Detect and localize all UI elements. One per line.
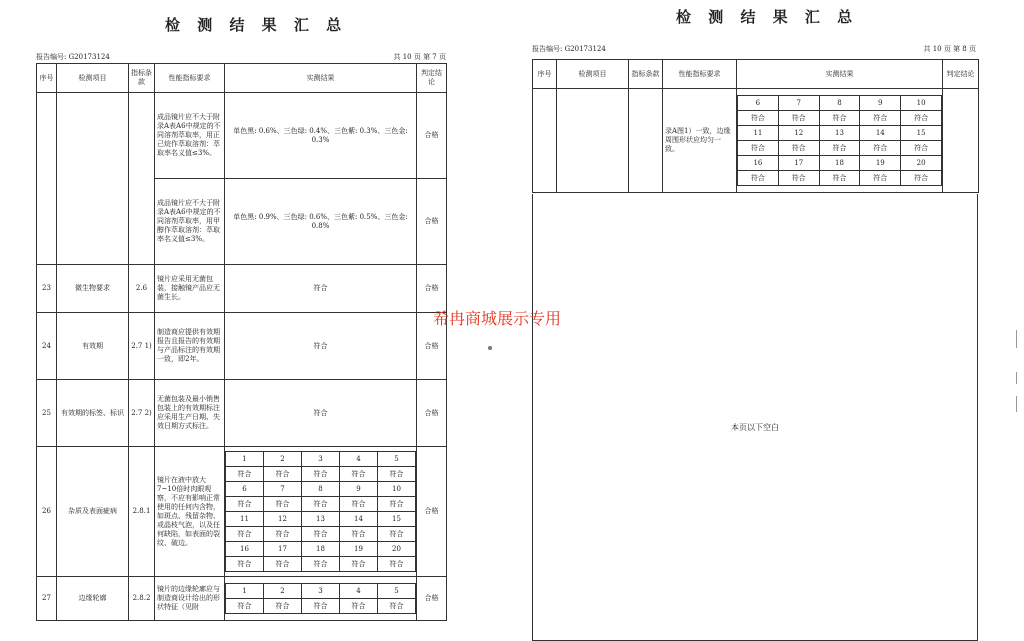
page-title: 检 测 结 果 汇 总 (165, 16, 348, 34)
grid-cell: 17 (264, 542, 302, 557)
grid-cell: 1 (226, 584, 264, 599)
grid-cell: 1 (226, 452, 264, 467)
grid-cell: 符合 (340, 557, 378, 572)
grid-cell: 11 (226, 512, 264, 527)
header-cell: 实测结果 (737, 60, 943, 89)
no-cell: 23 (37, 265, 57, 313)
report-header-line (36, 52, 446, 62)
header-cell: 检测项目 (557, 60, 629, 89)
result-grid (737, 95, 942, 186)
grid-cell: 符合 (738, 111, 779, 126)
header-cell: 序号 (37, 64, 57, 93)
grid-cell: 6 (226, 482, 264, 497)
grid-cell: 13 (819, 126, 860, 141)
no-cell (37, 93, 57, 265)
no-cell: 26 (37, 447, 57, 577)
verdict-cell: 合格 (417, 179, 447, 265)
clause-cell: 2.8.2 (129, 577, 155, 621)
item-cell: 有效期的标签、标识 (57, 380, 129, 447)
grid-cell: 9 (860, 96, 901, 111)
grid-cell: 符合 (264, 557, 302, 572)
grid-cell: 15 (901, 126, 942, 141)
grid-cell: 14 (860, 126, 901, 141)
grid-row (226, 557, 416, 572)
grid-cell: 符合 (738, 171, 779, 186)
grid-cell: 4 (340, 584, 378, 599)
grid-row (226, 467, 416, 482)
grid-cell: 符合 (302, 527, 340, 542)
grid-cell: 符合 (340, 527, 378, 542)
result-grid (225, 583, 416, 614)
clause-cell (629, 89, 663, 193)
grid-cell: 符合 (226, 599, 264, 614)
grid-cell: 12 (264, 512, 302, 527)
grid-row (226, 527, 416, 542)
table-row (533, 89, 979, 193)
requirement-cell: 成品镜片应不大于附录A表A6中规定的不同溶剂萃取率，用正己烷作萃取溶剂：萃取率名义值≤3%。 (155, 93, 225, 179)
grid-cell: 符合 (778, 171, 819, 186)
table-row (37, 380, 447, 447)
grid-row (738, 141, 942, 156)
no-cell: 27 (37, 577, 57, 621)
table-row (37, 93, 447, 179)
no-cell: 25 (37, 380, 57, 447)
grid-cell: 19 (340, 542, 378, 557)
grid-row (226, 497, 416, 512)
edge-mark (1016, 372, 1017, 384)
clause-cell: 2.8.1 (129, 447, 155, 577)
grid-cell: 4 (340, 452, 378, 467)
report-page-7 (0, 0, 470, 640)
grid-cell: 符合 (901, 111, 942, 126)
header-cell: 实测结果 (225, 64, 417, 93)
grid-cell: 3 (302, 584, 340, 599)
page-title: 检 测 结 果 汇 总 (676, 8, 859, 26)
grid-row (738, 126, 942, 141)
grid-cell: 14 (340, 512, 378, 527)
grid-cell: 符合 (901, 141, 942, 156)
grid-cell: 符合 (302, 557, 340, 572)
grid-cell: 符合 (860, 141, 901, 156)
verdict-cell: 合格 (417, 93, 447, 179)
result-grid (225, 451, 416, 572)
grid-row (738, 171, 942, 186)
clause-cell (129, 93, 155, 265)
grid-cell: 10 (901, 96, 942, 111)
grid-cell: 12 (778, 126, 819, 141)
grid-cell: 3 (302, 452, 340, 467)
grid-cell: 符合 (819, 171, 860, 186)
grid-cell: 符合 (378, 599, 416, 614)
grid-cell: 5 (378, 452, 416, 467)
report-header-line (532, 44, 976, 54)
edge-mark (1016, 330, 1017, 348)
header-cell: 判定结论 (417, 64, 447, 93)
clause-cell: 2.7 1) (129, 313, 155, 380)
result-cell: 符合 (225, 265, 417, 313)
grid-cell: 符合 (226, 557, 264, 572)
no-cell: 24 (37, 313, 57, 380)
grid-row (738, 111, 942, 126)
grid-cell: 5 (378, 584, 416, 599)
grid-cell: 7 (264, 482, 302, 497)
grid-row (738, 156, 942, 171)
grid-cell: 符合 (264, 527, 302, 542)
result-cell: 符合 (225, 313, 417, 380)
grid-cell: 18 (302, 542, 340, 557)
edge-mark (1016, 396, 1017, 412)
grid-row (226, 584, 416, 599)
grid-cell: 符合 (378, 527, 416, 542)
grid-cell: 符合 (302, 467, 340, 482)
grid-cell: 6 (738, 96, 779, 111)
result-cell: 单色黑: 0.6%、三色绿: 0.4%、三色紫: 0.3%、三色金: 0.3% (225, 93, 417, 179)
verdict-cell: 合格 (417, 380, 447, 447)
grid-cell: 17 (778, 156, 819, 171)
grid-cell: 符合 (226, 527, 264, 542)
grid-cell: 符合 (778, 111, 819, 126)
item-cell: 边缘轮廓 (57, 577, 129, 621)
scan-speck (488, 346, 492, 350)
header-cell: 指标条款 (629, 60, 663, 89)
verdict-cell: 合格 (417, 265, 447, 313)
header-cell: 检测项目 (57, 64, 129, 93)
result-cell: 符合 (225, 380, 417, 447)
page-info: 共 10 页 第 7 页 (393, 53, 446, 61)
grid-cell: 符合 (302, 599, 340, 614)
requirement-cell: 制造商应提供有效期报告且报告的有效期与产品标注的有效期一致，即2年。 (155, 313, 225, 380)
report-number: 报告编号: G20173124 (532, 45, 606, 53)
requirement-cell: 镜片的边缘轮廓应与制造商设计给出的形状特征（见附 (155, 577, 225, 621)
clause-cell: 2.6 (129, 265, 155, 313)
table-row (37, 313, 447, 380)
grid-cell: 符合 (340, 467, 378, 482)
header-cell: 序号 (533, 60, 557, 89)
results-table (36, 63, 447, 621)
verdict-cell: 合格 (417, 447, 447, 577)
item-cell: 有效期 (57, 313, 129, 380)
result-grid-cell (225, 447, 417, 577)
grid-row (226, 452, 416, 467)
verdict-cell (943, 89, 979, 193)
table-row (37, 265, 447, 313)
item-cell (557, 89, 629, 193)
result-grid-cell (225, 577, 417, 621)
requirement-cell: 无菌包装及最小销售包装上的有效期标注应采用生产日期、失效日期方式标注。 (155, 380, 225, 447)
grid-cell: 符合 (819, 141, 860, 156)
grid-cell: 符合 (340, 497, 378, 512)
requirement-cell: 镜片应采用无菌包装，接触镜产品应无菌生长。 (155, 265, 225, 313)
grid-cell: 符合 (264, 467, 302, 482)
verdict-cell: 合格 (417, 313, 447, 380)
header-cell: 判定结论 (943, 60, 979, 89)
grid-cell: 符合 (860, 171, 901, 186)
grid-cell: 18 (819, 156, 860, 171)
grid-cell: 19 (860, 156, 901, 171)
no-cell (533, 89, 557, 193)
grid-cell: 符合 (226, 497, 264, 512)
grid-cell: 2 (264, 452, 302, 467)
result-grid-cell (737, 89, 943, 193)
grid-cell: 20 (901, 156, 942, 171)
grid-cell: 10 (378, 482, 416, 497)
grid-cell: 7 (778, 96, 819, 111)
grid-cell: 符合 (378, 497, 416, 512)
results-table (532, 59, 979, 193)
grid-cell: 8 (302, 482, 340, 497)
table-row (37, 577, 447, 621)
grid-cell: 9 (340, 482, 378, 497)
table-header-row (533, 60, 979, 89)
item-cell (57, 93, 129, 265)
grid-cell: 符合 (860, 111, 901, 126)
grid-cell: 16 (226, 542, 264, 557)
blank-note: 本页以下空白 (731, 423, 779, 432)
grid-cell: 符合 (302, 497, 340, 512)
table-header-row (37, 64, 447, 93)
grid-row (226, 542, 416, 557)
grid-cell: 11 (738, 126, 779, 141)
blank-area (532, 194, 978, 641)
grid-cell: 符合 (264, 497, 302, 512)
grid-cell: 符合 (901, 171, 942, 186)
grid-cell: 符合 (264, 599, 302, 614)
report-page-8 (528, 0, 1024, 640)
grid-cell: 符合 (778, 141, 819, 156)
result-cell: 单色黑: 0.9%、三色绿: 0.6%、三色紫: 0.5%、三色金: 0.8% (225, 179, 417, 265)
header-cell: 性能指标要求 (155, 64, 225, 93)
grid-cell: 20 (378, 542, 416, 557)
grid-row (226, 512, 416, 527)
requirement-cell: 镜片在液中放大7~10倍时肉眼观察，不应有影响正常使用的任何内含物，如斑点、残留杂物、或晶枝气泡，以及任何缺陷，如表面的裂纹、破边。 (155, 447, 225, 577)
grid-cell: 16 (738, 156, 779, 171)
header-cell: 性能指标要求 (663, 60, 737, 89)
watermark: 希冉商城展示专用 (433, 309, 562, 328)
grid-row (226, 599, 416, 614)
grid-cell: 15 (378, 512, 416, 527)
grid-cell: 符合 (738, 141, 779, 156)
grid-cell: 符合 (819, 111, 860, 126)
grid-cell: 13 (302, 512, 340, 527)
report-number: 报告编号: G20173124 (36, 53, 110, 61)
grid-row (738, 96, 942, 111)
item-cell: 杂质及表面疵病 (57, 447, 129, 577)
grid-cell: 8 (819, 96, 860, 111)
clause-cell: 2.7 2) (129, 380, 155, 447)
item-cell: 微生物要求 (57, 265, 129, 313)
header-cell: 指标条款 (129, 64, 155, 93)
requirement-cell: 成品镜片应不大于附录A表A6中规定的不同溶剂萃取率，用甲醇作萃取溶剂：萃取率名义值≤3%。 (155, 179, 225, 265)
requirement-cell: 录A图1）一致，边缘周围形状应均匀一致。 (663, 89, 737, 193)
grid-cell: 2 (264, 584, 302, 599)
grid-cell: 符合 (226, 467, 264, 482)
grid-cell: 符合 (378, 467, 416, 482)
verdict-cell: 合格 (417, 577, 447, 621)
grid-cell: 符合 (378, 557, 416, 572)
grid-row (226, 482, 416, 497)
grid-cell: 符合 (340, 599, 378, 614)
page-info: 共 10 页 第 8 页 (923, 45, 976, 53)
table-row (37, 447, 447, 577)
